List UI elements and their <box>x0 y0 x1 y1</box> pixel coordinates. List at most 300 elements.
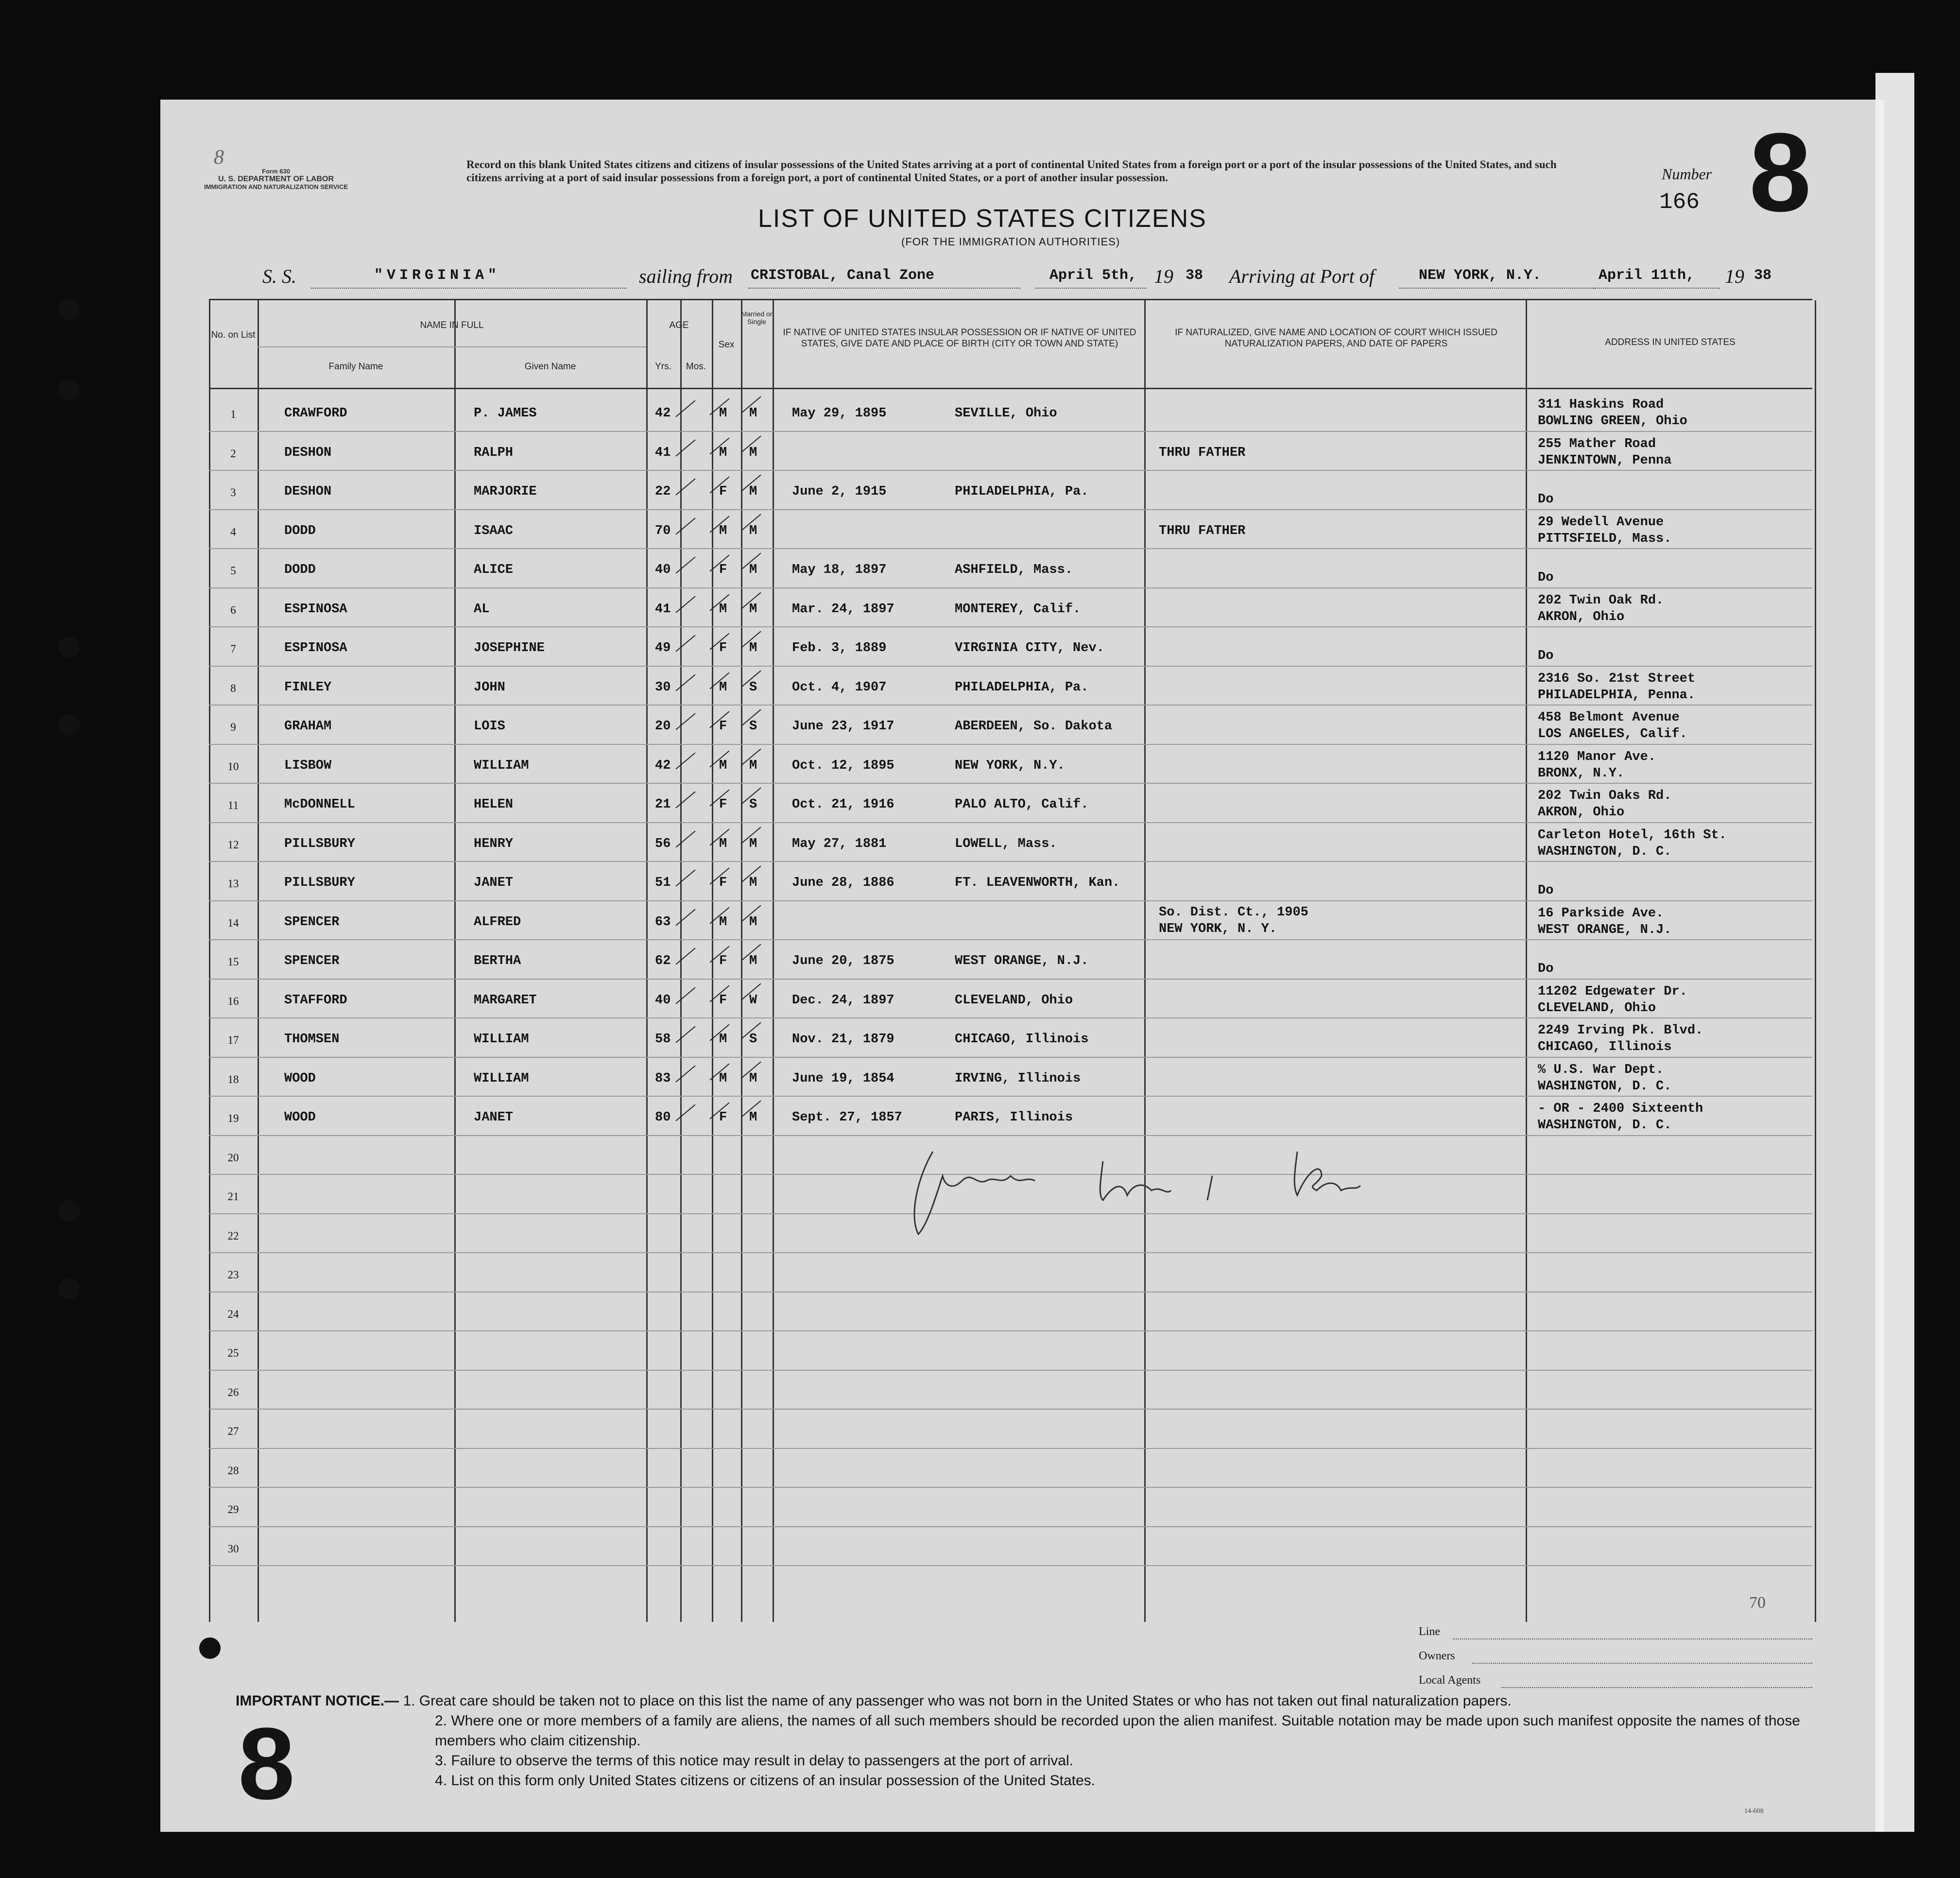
address-line-2: JENKINTOWN, Penna <box>1538 453 1672 468</box>
address-line-2: Do <box>1538 883 1554 898</box>
table-row <box>209 588 1812 627</box>
notice-item-4: 4. List on this form only United States citizens or citizens of an insular possession of the United States. <box>435 1773 1096 1789</box>
sex: M <box>719 445 727 460</box>
age-years: 21 <box>655 797 671 812</box>
header-given-name: Given Name <box>524 362 576 372</box>
birth-place: ABERDEEN, So. Dakota <box>955 719 1113 734</box>
row-number: 30 <box>227 1542 239 1555</box>
row-number: 29 <box>227 1503 239 1516</box>
family-name: LISBOW <box>284 758 332 773</box>
family-name: DESHON <box>284 445 332 460</box>
check-mark <box>675 752 695 769</box>
row-number: 16 <box>227 995 239 1007</box>
birth-date: Oct. 21, 1916 <box>792 797 894 812</box>
punch-hole <box>58 379 80 400</box>
check-mark <box>675 948 695 965</box>
sex: M <box>719 914 727 930</box>
table-row-empty <box>209 1292 1812 1331</box>
given-name: JOSEPHINE <box>474 641 545 655</box>
marital-status: M <box>749 523 757 538</box>
marital-status: S <box>749 680 757 695</box>
age-years: 56 <box>655 836 671 851</box>
table-row <box>209 980 1812 1018</box>
page-subtitle: (FOR THE IMMIGRATION AUTHORITIES) <box>901 236 1120 248</box>
address-line-1: 311 Haskins Road <box>1538 397 1664 412</box>
family-name: SPENCER <box>284 914 340 930</box>
birth-date: May 29, 1895 <box>792 406 887 421</box>
given-name: P. JAMES <box>474 406 537 421</box>
ss-label: S. S. <box>262 265 296 287</box>
header-naturalized: IF NATURALIZED, GIVE NAME AND LOCATION OF COURT WHICH ISSUED NATURALIZATION PAPERS, AND DATE OF PAPERS <box>1175 327 1497 349</box>
table-row <box>209 823 1812 862</box>
marital-status: M <box>749 836 757 851</box>
marital-status: M <box>749 954 757 968</box>
sex: M <box>719 602 727 617</box>
table-row <box>209 510 1812 549</box>
header-married-single: Married or Single <box>741 310 773 326</box>
sex: F <box>719 1110 727 1125</box>
check-mark <box>675 439 695 456</box>
sex: F <box>719 954 727 968</box>
naturalization: THRU FATHER <box>1159 445 1246 460</box>
header-months: Mos. <box>686 362 706 372</box>
family-name: WOOD <box>284 1110 316 1125</box>
sex: M <box>719 523 727 538</box>
check-mark <box>675 400 695 417</box>
row-number: 26 <box>227 1386 239 1398</box>
department-name: U. S. DEPARTMENT OF LABOR <box>218 175 334 183</box>
row-number: 11 <box>227 799 239 811</box>
row-number: 8 <box>230 682 236 694</box>
marital-status: M <box>749 914 757 930</box>
table-row <box>209 1097 1812 1136</box>
date-to-line <box>1594 288 1720 289</box>
important-notice <box>236 1691 1820 1791</box>
age-years: 30 <box>655 680 671 695</box>
row-number: 18 <box>227 1073 239 1085</box>
row-number: 15 <box>227 956 239 968</box>
form-code: 14-608 <box>1744 1808 1764 1815</box>
date-from: April 5th, <box>1049 267 1137 284</box>
check-mark <box>675 1104 695 1121</box>
given-name: MARJORIE <box>474 484 537 499</box>
birth-date: Nov. 21, 1879 <box>792 1032 894 1047</box>
marital-status: M <box>749 876 757 890</box>
row-number: 3 <box>230 486 236 499</box>
given-name: MARGARET <box>474 993 537 1008</box>
date-to: April 11th, <box>1599 267 1695 284</box>
check-mark <box>675 1065 695 1082</box>
check-mark <box>675 830 695 847</box>
marital-status: M <box>749 445 757 460</box>
row-number: 20 <box>227 1151 239 1164</box>
sex: M <box>719 1071 727 1086</box>
given-name: HENRY <box>474 836 514 851</box>
family-name: DODD <box>284 563 316 577</box>
address-line-1: 202 Twin Oak Rd. <box>1538 593 1664 608</box>
given-name: AL <box>474 602 490 617</box>
address-line-1: 11202 Edgewater Dr. <box>1538 984 1687 999</box>
marital-status: W <box>749 993 757 1008</box>
header-family-name: Family Name <box>328 362 383 372</box>
family-name: SPENCER <box>284 954 340 968</box>
given-name: ISAAC <box>474 523 514 538</box>
check-mark <box>675 517 695 534</box>
table-row <box>209 667 1812 706</box>
year-prefix-to: 19 <box>1725 265 1744 287</box>
number-label: Number <box>1662 165 1712 183</box>
family-name: PILLSBURY <box>284 876 355 890</box>
given-name: ALICE <box>474 563 514 577</box>
inspector-signature <box>899 1132 1385 1249</box>
marital-status: M <box>749 563 757 577</box>
table-row-empty <box>209 1253 1812 1292</box>
row-number: 19 <box>227 1112 239 1124</box>
age-years: 42 <box>655 758 671 773</box>
table-row <box>209 1058 1812 1097</box>
line-field <box>1453 1638 1812 1639</box>
address-line-2: BOWLING GREEN, Ohio <box>1538 414 1687 429</box>
table-row <box>209 784 1812 823</box>
sex: F <box>719 797 727 812</box>
birth-place: NEW YORK, N.Y. <box>955 758 1065 773</box>
address-line-2: Do <box>1538 962 1554 976</box>
table-row <box>209 1018 1812 1057</box>
port-to: NEW YORK, N.Y. <box>1419 267 1542 284</box>
address-line-2: WEST ORANGE, N.J. <box>1538 922 1672 937</box>
address-line-2: PITTSFIELD, Mass. <box>1538 531 1672 546</box>
row-number: 23 <box>227 1269 239 1281</box>
given-name: JOHN <box>474 680 505 695</box>
birth-date: Feb. 3, 1889 <box>792 641 887 655</box>
intro-instructions: Record on this blank United States citizens and citizens of insular possessions of the United States arriving at a port of continental United States from a foreign port or a port of the insular possessions of the United States, and such citizens arriving at a port of said insular possessions from a foreign port, a port of continental United States, or a port of another insular possession. <box>466 158 1557 184</box>
table-row-empty <box>209 1527 1812 1566</box>
birth-place: PHILADELPHIA, Pa. <box>955 680 1089 695</box>
row-number: 6 <box>230 603 236 616</box>
row-number: 22 <box>227 1229 239 1242</box>
check-mark <box>675 713 695 730</box>
birth-date: May 18, 1897 <box>792 563 887 577</box>
punch-hole <box>58 299 80 320</box>
number-value: 166 <box>1659 190 1700 215</box>
year-to: 38 <box>1754 267 1772 284</box>
birth-date: Oct. 12, 1895 <box>792 758 894 773</box>
birth-place: IRVING, Illinois <box>955 1071 1081 1086</box>
birth-place: MONTEREY, Calif. <box>955 602 1081 617</box>
address-line-2: Do <box>1538 492 1554 507</box>
ship-line <box>311 288 627 289</box>
table-row <box>209 940 1812 979</box>
date-from-line <box>1035 288 1147 289</box>
sheet-number-bottom: 8 <box>238 1706 295 1821</box>
table-row <box>209 471 1812 510</box>
marital-status: M <box>749 758 757 773</box>
family-name: FINLEY <box>284 680 332 695</box>
table-row <box>209 549 1812 588</box>
punch-hole <box>58 637 80 658</box>
port-to-line <box>1399 288 1594 289</box>
given-name: WILLIAM <box>474 1032 529 1047</box>
birth-place: PHILADELPHIA, Pa. <box>955 484 1089 499</box>
given-name: JANET <box>474 1110 514 1125</box>
birth-date: May 27, 1881 <box>792 836 887 851</box>
table-row <box>209 706 1812 744</box>
address-line-2: BRONX, N.Y. <box>1538 766 1625 781</box>
row-number: 7 <box>230 643 236 655</box>
address-line-2: Do <box>1538 570 1554 585</box>
birth-date: Sept. 27, 1857 <box>792 1110 902 1125</box>
address-line-2: WASHINGTON, D. C. <box>1538 1118 1672 1133</box>
birth-date: June 20, 1875 <box>792 954 894 968</box>
birth-place: PALO ALTO, Calif. <box>955 797 1089 812</box>
check-mark <box>675 909 695 926</box>
family-name: STAFFORD <box>284 993 347 1008</box>
row-number: 10 <box>227 760 239 773</box>
age-years: 49 <box>655 641 671 655</box>
address-line-1: 16 Parkside Ave. <box>1538 906 1664 921</box>
marital-status: M <box>749 1110 757 1125</box>
marital-status: M <box>749 641 757 655</box>
birth-place: WEST ORANGE, N.J. <box>955 954 1089 968</box>
family-name: ESPINOSA <box>284 641 347 655</box>
row-number: 27 <box>227 1425 239 1437</box>
sex: M <box>719 836 727 851</box>
check-mark <box>675 635 695 652</box>
family-name: CRAWFORD <box>284 406 347 421</box>
birth-date: June 28, 1886 <box>792 876 894 890</box>
table-row <box>209 432 1812 471</box>
address-line-2: AKRON, Ohio <box>1538 609 1625 624</box>
column-rule <box>1815 300 1816 1622</box>
table-row-empty <box>209 1449 1812 1488</box>
year-prefix-from: 19 <box>1154 265 1173 287</box>
notice-item-1: 1. Great care should be taken not to place on this list the name of any passenger who was not born in the United States or who has not taken out final naturalization papers. <box>403 1693 1512 1709</box>
family-name: DODD <box>284 523 316 538</box>
sailing-label: sailing from <box>639 265 733 287</box>
sex: F <box>719 641 727 655</box>
table-row <box>209 627 1812 666</box>
birth-date: June 2, 1915 <box>792 484 887 499</box>
ship-name: "VIRGINIA" <box>374 267 501 284</box>
address-line-1: 29 Wedell Avenue <box>1538 515 1664 530</box>
header-years: Yrs. <box>655 362 671 372</box>
check-mark <box>675 479 695 496</box>
sex: F <box>719 563 727 577</box>
address-line-1: 2316 So. 21st Street <box>1538 671 1696 686</box>
row-number: 12 <box>227 838 239 851</box>
birth-place: ASHFIELD, Mass. <box>955 563 1073 577</box>
check-mark <box>675 674 695 691</box>
header-birth: IF NATIVE OF UNITED STATES INSULAR POSSESSION OR IF NATIVE OF UNITED STATES, GIVE DATE AND PLACE OF BIRTH (CITY OR TOWN AND STATE) <box>783 327 1136 349</box>
address-line-2: WASHINGTON, D. C. <box>1538 1079 1672 1094</box>
check-mark <box>675 792 695 809</box>
header-address: ADDRESS IN UNITED STATES <box>1605 337 1736 347</box>
service-name: IMMIGRATION AND NATURALIZATION SERVICE <box>204 183 348 190</box>
age-years: 70 <box>655 523 671 538</box>
form-identifier <box>204 168 348 191</box>
manifest-table <box>209 299 1812 1622</box>
address-line-2: PHILADELPHIA, Penna. <box>1538 688 1696 703</box>
port-from: CRISTOBAL, Canal Zone <box>751 267 935 284</box>
marital-status: M <box>749 1071 757 1086</box>
header-bottom-rule <box>209 388 1812 389</box>
birth-place: PARIS, Illinois <box>955 1110 1073 1125</box>
marital-status: S <box>749 719 757 734</box>
family-name: WOOD <box>284 1071 316 1086</box>
sex: F <box>719 484 727 499</box>
row-number: 14 <box>227 916 239 929</box>
marital-status: S <box>749 797 757 812</box>
line-label: Line <box>1419 1625 1440 1638</box>
local-agents-field <box>1501 1687 1812 1688</box>
address-line-1: - OR - 2400 Sixteenth <box>1538 1102 1703 1116</box>
notice-item-3: 3. Failure to observe the terms of this notice may result in delay to passengers at the port of arrival. <box>435 1753 1073 1769</box>
row-number: 21 <box>227 1190 239 1203</box>
check-mark <box>675 870 695 887</box>
sheet-number: 8 <box>1749 110 1811 235</box>
owners-label: Owners <box>1419 1650 1455 1662</box>
age-years: 41 <box>655 602 671 617</box>
age-years: 83 <box>655 1071 671 1086</box>
table-row <box>209 393 1812 431</box>
sex: M <box>719 406 727 421</box>
year-from: 38 <box>1186 267 1204 284</box>
family-name: ESPINOSA <box>284 602 347 617</box>
row-number: 2 <box>230 447 236 460</box>
header-age: AGE <box>669 320 689 330</box>
sex: M <box>719 680 727 695</box>
address-line-1: 2249 Irving Pk. Blvd. <box>1538 1023 1703 1038</box>
address-line-2: CHICAGO, Illinois <box>1538 1040 1672 1054</box>
port-from-line <box>748 288 1020 289</box>
naturalization-location: NEW YORK, N. Y. <box>1159 921 1277 936</box>
given-name: HELEN <box>474 797 514 812</box>
check-mark <box>675 557 695 574</box>
birth-place: CHICAGO, Illinois <box>955 1032 1089 1047</box>
notice-heading: IMPORTANT NOTICE.— <box>236 1693 399 1709</box>
address-line-2: AKRON, Ohio <box>1538 805 1625 820</box>
family-name: DESHON <box>284 484 332 499</box>
check-mark <box>675 1026 695 1043</box>
header-sex: Sex <box>718 340 735 350</box>
birth-place: VIRGINIA CITY, Nev. <box>955 641 1104 655</box>
birth-date: Mar. 24, 1897 <box>792 602 894 617</box>
table-row <box>209 862 1812 901</box>
page-title: LIST OF UNITED STATES CITIZENS <box>758 205 1207 233</box>
page-count: 70 <box>1749 1594 1766 1612</box>
birth-place: FT. LEAVENWORTH, Kan. <box>955 876 1120 890</box>
table-row <box>209 745 1812 784</box>
given-name: WILLIAM <box>474 758 529 773</box>
row-number: 9 <box>230 721 236 733</box>
notice-item-2: 2. Where one or more members of a family are aliens, the names of all such members should be recorded upon the alien manifest. Suitable notation may be made upon such manifest opposite the names of those members who claim citizenship. <box>435 1713 1800 1749</box>
punch-hole <box>199 1637 221 1659</box>
table-row-empty <box>209 1331 1812 1370</box>
age-years: 63 <box>655 914 671 930</box>
birth-place: LOWELL, Mass. <box>955 836 1057 851</box>
given-name: LOIS <box>474 719 505 734</box>
address-line-1: Carleton Hotel, 16th St. <box>1538 827 1727 843</box>
row-number: 1 <box>230 408 236 420</box>
address-line-2: Do <box>1538 649 1554 663</box>
address-line-2: LOS ANGELES, Calif. <box>1538 727 1687 741</box>
sex: F <box>719 719 727 734</box>
row-number: 5 <box>230 565 236 577</box>
birth-date: Oct. 4, 1907 <box>792 680 887 695</box>
marital-status: S <box>749 1032 757 1047</box>
birth-date: June 19, 1854 <box>792 1071 894 1086</box>
header-name-in-full: NAME IN FULL <box>420 320 484 330</box>
address-line-1: 1120 Manor Ave. <box>1538 749 1656 764</box>
marital-status: M <box>749 602 757 617</box>
arriving-label: Arriving at Port of <box>1229 265 1375 287</box>
address-line-1: % U.S. War Dept. <box>1538 1062 1664 1077</box>
birth-date: June 23, 1917 <box>792 719 894 734</box>
age-years: 22 <box>655 484 671 499</box>
age-years: 51 <box>655 876 671 890</box>
naturalization: THRU FATHER <box>1159 523 1246 538</box>
sex: M <box>719 758 727 773</box>
marital-status: M <box>749 484 757 499</box>
row-number: 4 <box>230 525 236 538</box>
table-row-empty <box>209 1410 1812 1448</box>
row-number: 25 <box>227 1347 239 1359</box>
pencil-mark: 8 <box>214 146 224 169</box>
age-years: 40 <box>655 563 671 577</box>
table-row-empty <box>209 1488 1812 1527</box>
address-line-2: WASHINGTON, D. C. <box>1538 844 1672 859</box>
punch-hole <box>58 714 80 736</box>
row-number: 24 <box>227 1308 239 1320</box>
row-number: 17 <box>227 1034 239 1046</box>
address-line-2: CLEVELAND, Ohio <box>1538 1000 1656 1016</box>
age-years: 20 <box>655 719 671 734</box>
given-name: RALPH <box>474 445 514 460</box>
punch-hole <box>58 1200 80 1222</box>
header-no: No. on List <box>211 330 256 340</box>
given-name: WILLIAM <box>474 1071 529 1086</box>
row-rule <box>209 1565 1812 1566</box>
local-agents-label: Local Agents <box>1419 1674 1481 1687</box>
sex: M <box>719 1032 727 1047</box>
punch-hole <box>58 1278 80 1299</box>
naturalization-court: So. Dist. Ct., 1905 <box>1159 905 1308 920</box>
given-name: JANET <box>474 876 514 890</box>
given-name: ALFRED <box>474 914 521 930</box>
age-years: 58 <box>655 1032 671 1047</box>
row-number: 28 <box>227 1464 239 1477</box>
birth-date: Dec. 24, 1897 <box>792 993 894 1008</box>
address-line-1: 458 Belmont Avenue <box>1538 710 1680 725</box>
check-mark <box>675 987 695 1004</box>
check-mark <box>675 596 695 613</box>
given-name: BERTHA <box>474 954 521 968</box>
age-years: 62 <box>655 954 671 968</box>
age-years: 42 <box>655 406 671 421</box>
family-name: THOMSEN <box>284 1032 340 1047</box>
table-row <box>209 901 1812 940</box>
sex: F <box>719 993 727 1008</box>
age-years: 80 <box>655 1110 671 1125</box>
family-name: GRAHAM <box>284 719 332 734</box>
family-name: PILLSBURY <box>284 836 355 851</box>
table-row-empty <box>209 1371 1812 1410</box>
header-subrule <box>258 346 646 347</box>
age-years: 41 <box>655 445 671 460</box>
birth-place: SEVILLE, Ohio <box>955 406 1057 421</box>
marital-status: M <box>749 406 757 421</box>
family-name: McDONNELL <box>284 797 355 812</box>
